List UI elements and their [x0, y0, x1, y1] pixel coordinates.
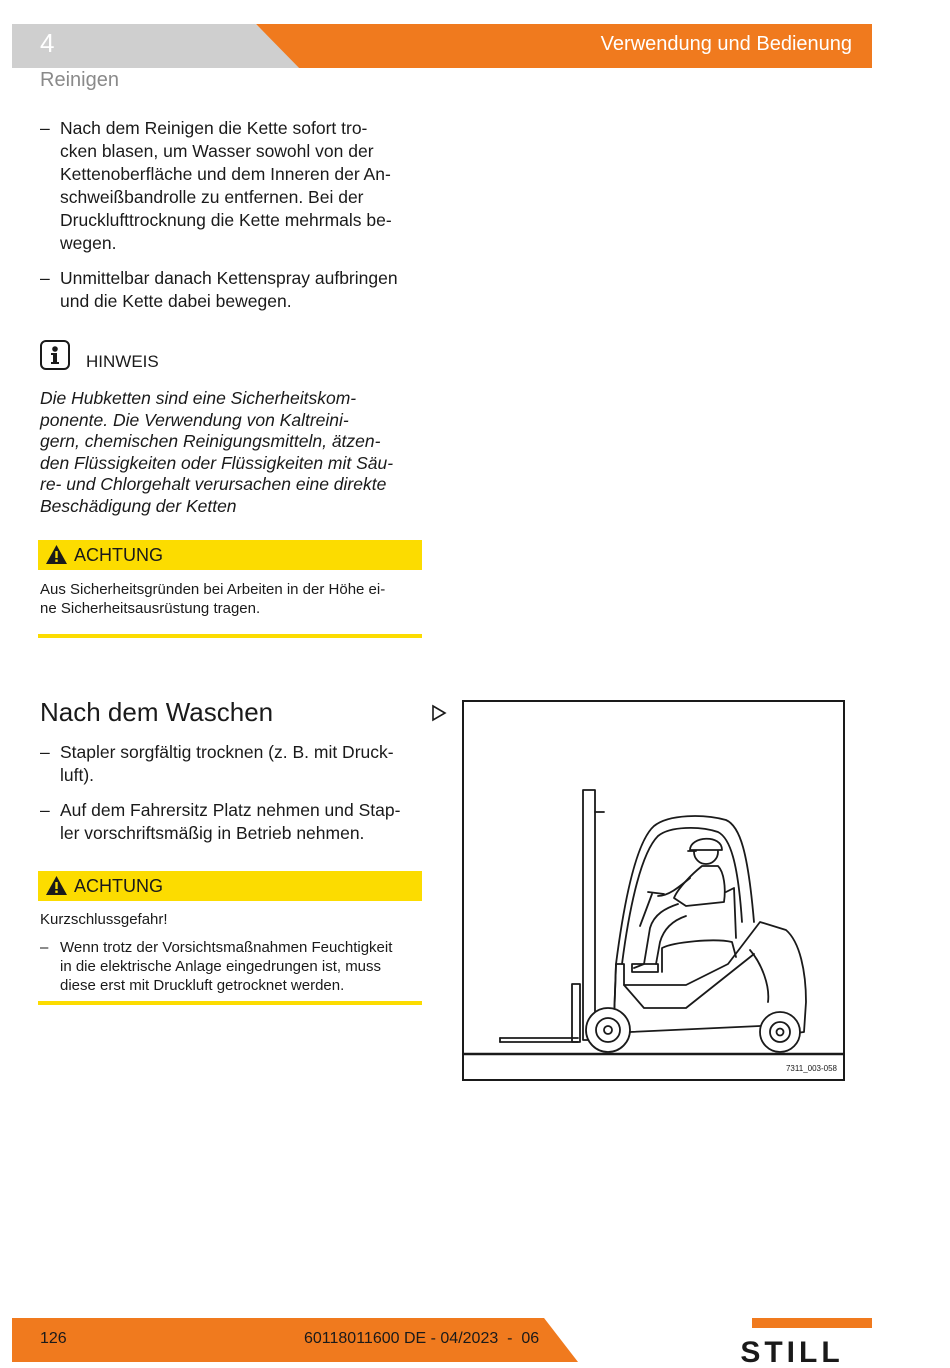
document-number: 60118011600 DE - 04/2023 - 06: [304, 1330, 540, 1347]
list-line: Kettenoberfläche und dem Inneren der An-: [60, 164, 391, 184]
note-line: den Flüssigkeiten oder Flüssigkeiten mit Säu-: [40, 452, 394, 473]
forklift-illustration: [464, 702, 843, 1079]
still-logo: [712, 1318, 872, 1366]
list-item: [40, 938, 422, 995]
figure-code: 7311_003-058: [785, 1064, 837, 1073]
warning-end-rule: [38, 1001, 422, 1005]
list-line: Drucklufttrocknung die Kette mehrmals be-: [60, 210, 392, 230]
warning-line: in die elektrische Anlage eingedrungen ist, muss: [60, 958, 382, 975]
list-item: [40, 741, 422, 787]
note-label: HINWEIS: [86, 352, 159, 371]
list-line: cken blasen, um Wasser sowohl von der: [60, 141, 374, 161]
list-item: [40, 267, 422, 313]
list-line: luft).: [60, 765, 95, 785]
list-line: Unmittelbar danach Kettenspray aufbringen: [60, 268, 398, 288]
warning-label: ACHTUNG: [74, 545, 163, 565]
chapter-title: Verwendung und Bedienung: [600, 33, 852, 55]
warning-triangle-icon: [46, 876, 67, 895]
list-line: schweißbandrolle zu entfernen. Bei der: [60, 187, 364, 207]
list-dash: –: [40, 742, 50, 762]
note-line: Beschädigung der Ketten: [40, 495, 237, 516]
list-line: und die Kette dabei bewegen.: [60, 291, 292, 311]
warning-intro: Kurzschlussgefahr!: [40, 911, 168, 928]
list-dash: –: [40, 118, 50, 138]
note-line: Die Hubketten sind eine Sicherheitskom-: [40, 388, 357, 408]
note-line: re- und Chlorgehalt verursachen eine direkte: [40, 474, 387, 494]
list-line: Stapler sorgfältig trocknen (z. B. mit Druck-: [60, 742, 394, 762]
after-wash-steps-list: [40, 741, 422, 857]
warning-line: Wenn trotz der Vorsichtsmaßnahmen Feuchtigkeit: [60, 939, 393, 956]
warning-line: Aus Sicherheitsgründen bei Arbeiten in der Höhe ei-: [40, 581, 386, 598]
cleaning-steps-list: [40, 117, 422, 325]
list-line: wegen.: [60, 233, 117, 253]
forklift-figure: [462, 700, 845, 1081]
warning-banner: [38, 871, 422, 901]
list-line: Auf dem Fahrersitz Platz nehmen und Stap-: [60, 800, 401, 820]
section-subtitle: Reinigen: [40, 69, 119, 91]
list-dash: –: [40, 268, 50, 288]
header-gray-band: [12, 24, 302, 68]
note-body: [40, 388, 422, 517]
list-dash: –: [40, 800, 50, 820]
warning-triangle-icon: [46, 545, 67, 564]
chapter-number: 4: [40, 28, 55, 58]
list-line: Nach dem Reinigen die Kette sofort tro-: [60, 118, 368, 138]
warning-end-rule: [38, 634, 422, 638]
warning-banner: [38, 540, 422, 570]
warning-text: [40, 910, 422, 995]
warning-line: ne Sicherheitsausrüstung tragen.: [40, 600, 261, 617]
list-line: ler vorschriftsmäßig in Betrieb nehmen.: [60, 823, 365, 843]
section-title: Nach dem Waschen: [40, 697, 274, 727]
page-number: 126: [40, 1330, 67, 1347]
note-line: gern, chemischen Reinigungsmitteln, ätzen-: [40, 431, 381, 451]
warning-text: [40, 580, 422, 618]
logo-text: STILL: [740, 1336, 844, 1366]
info-icon: [40, 340, 70, 370]
warning-label: ACHTUNG: [74, 876, 163, 896]
note-line: ponente. Die Verwendung von Kaltreini-: [40, 409, 349, 430]
list-dash: –: [40, 939, 49, 956]
play-arrow-icon: [431, 704, 447, 722]
list-item: [40, 799, 422, 845]
list-item: [40, 117, 422, 255]
warning-line: diese erst mit Druckluft getrocknet werden.: [60, 977, 345, 994]
